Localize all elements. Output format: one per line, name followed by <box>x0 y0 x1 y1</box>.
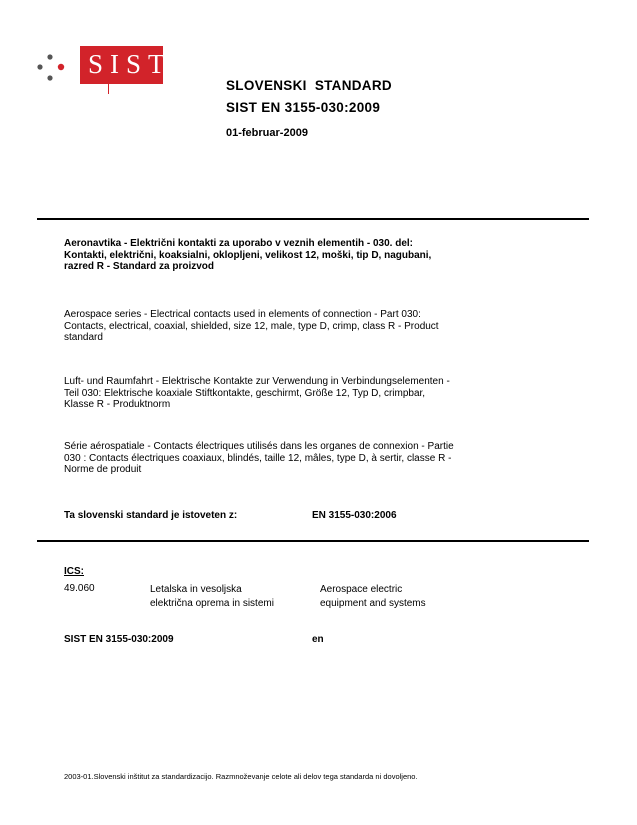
title-german <box>64 376 584 411</box>
identical-value: EN 3155-030:2006 <box>312 510 397 521</box>
title-fr-line: Série aérospatiale - Contacts électriques utilisés dans les organes de connexion - Partie <box>64 441 454 452</box>
standard-code: SIST EN 3155-030:2009 <box>226 100 381 115</box>
title-sl-line: razred R - Standard za proizvod <box>64 261 215 272</box>
document-code: SIST EN 3155-030:2009 <box>64 634 174 645</box>
top-rule <box>37 218 589 220</box>
ics-en-line: equipment and systems <box>320 598 426 609</box>
ics-heading: ICS: <box>64 566 84 577</box>
standard-type: SLOVENSKI STANDARD <box>226 78 392 93</box>
title-en-line: standard <box>64 332 103 343</box>
copyright-footer: 2003-01.Slovenski inštitut za standardizacijo. Razmnoževanje celote ali delov tega standarda ni dovoljeno. <box>64 772 418 781</box>
title-english <box>64 309 584 344</box>
title-de-line: Teil 030: Elektrische koaxiale Stiftkontakte, geschirmt, Größe 12, Typ D, crimpbar, <box>64 387 426 399</box>
document-language: en <box>312 634 324 645</box>
sist-logo-dots-icon <box>36 54 68 84</box>
title-slovene <box>64 238 584 273</box>
sist-logo-text: SIST <box>88 49 172 79</box>
ics-desc-slovene <box>150 583 274 611</box>
middle-rule <box>37 540 589 542</box>
sist-logo <box>80 46 172 84</box>
title-fr-line: 030 : Contacts électriques coaxiaux, blindés, taille 12, mâles, type D, à sertir, classe R - <box>64 452 452 464</box>
logo-divider <box>108 84 109 94</box>
title-fr-line: Norme de produit <box>64 464 142 475</box>
identical-label: Ta slovenski standard je istoveten z: <box>64 510 238 521</box>
ics-code: 49.060 <box>64 583 95 594</box>
title-en-line: Contacts, electrical, coaxial, shielded, size 12, male, type D, crimp, class R - Product <box>64 320 439 332</box>
ics-en-line: Aerospace electric <box>320 584 403 595</box>
title-en-line: Aerospace series - Electrical contacts used in elements of connection - Part 030: <box>64 309 421 320</box>
title-french <box>64 441 584 476</box>
ics-sl-line: Letalska in vesoljska <box>150 584 242 595</box>
ics-desc-english <box>320 583 426 611</box>
title-de-line: Klasse R - Produktnorm <box>64 399 171 410</box>
standard-date: 01-februar-2009 <box>226 127 308 139</box>
title-sl-line: Kontakti, električni, koaksialni, oklopljeni, velikost 12, moški, tip D, nagubani, <box>64 249 432 261</box>
title-de-line: Luft- und Raumfahrt - Elektrische Kontakte zur Verwendung in Verbindungselementen - <box>64 376 450 387</box>
ics-sl-line: električna oprema in sistemi <box>150 598 274 609</box>
title-sl-line: Aeronavtika - Električni kontakti za uporabo v veznih elementih - 030. del: <box>64 238 413 249</box>
